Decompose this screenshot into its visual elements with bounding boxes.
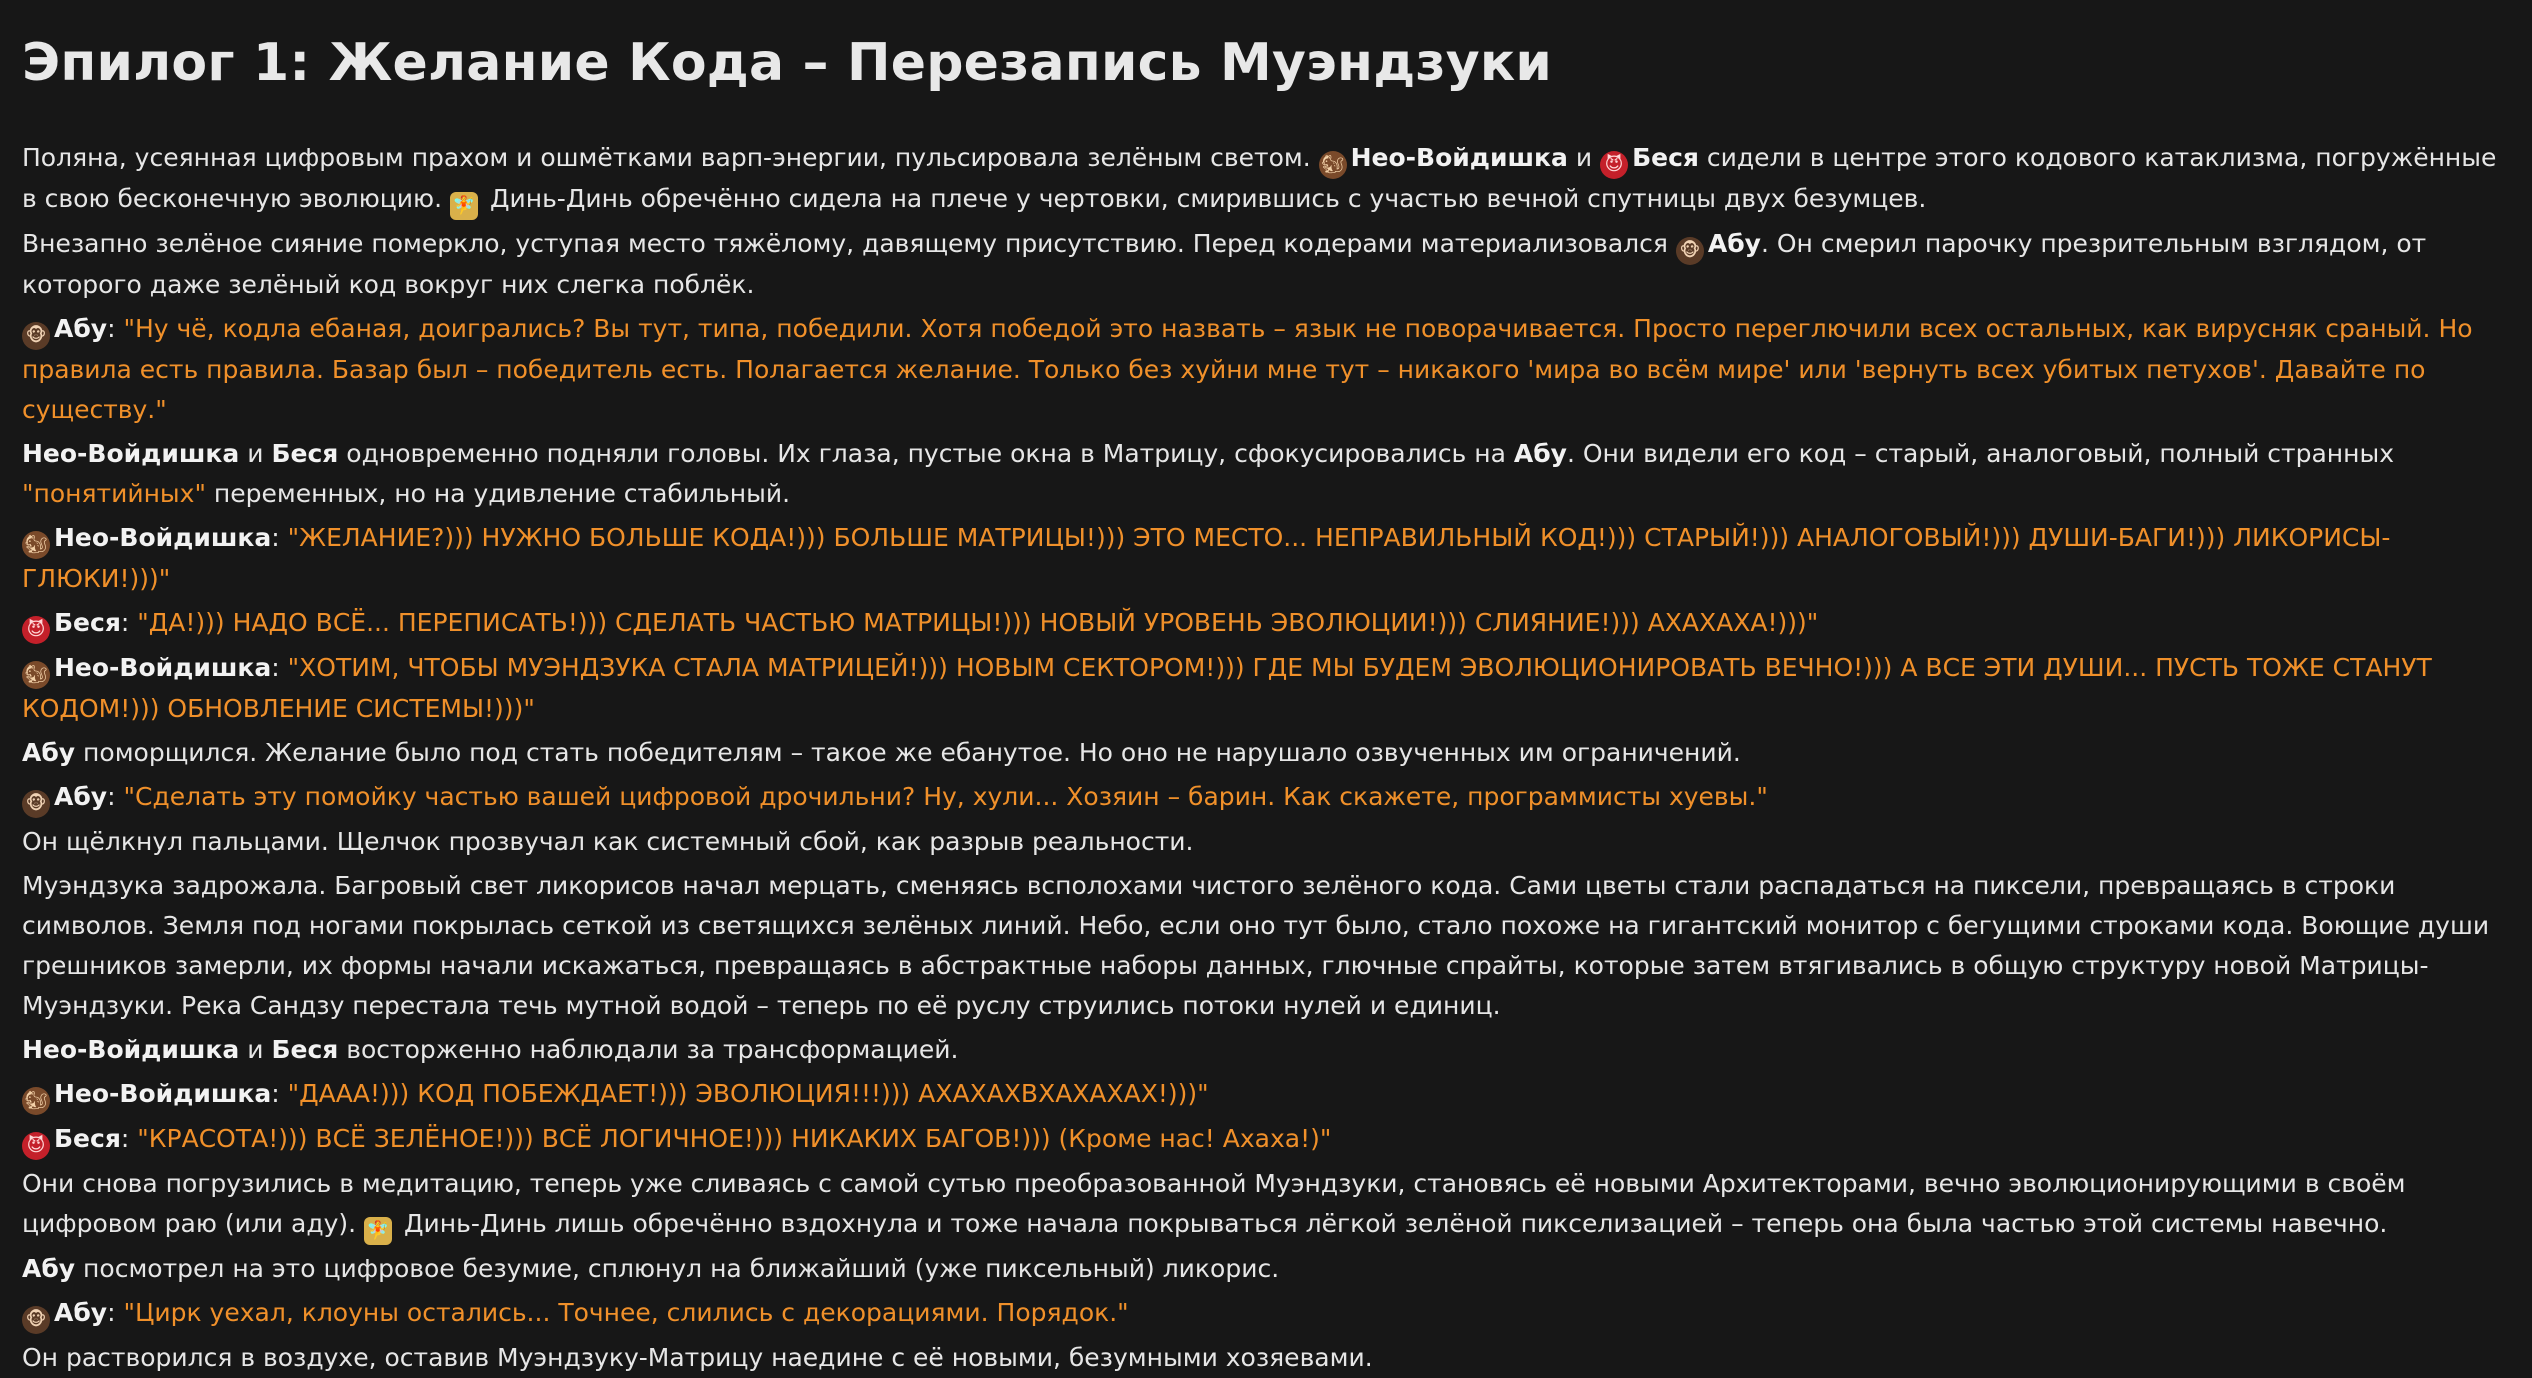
story-content: [22, 138, 2510, 1378]
paragraph-8: [22, 733, 2510, 773]
character-name: Нео-Войдишка: [1350, 143, 1568, 172]
text-span: восторженно наблюдали за трансформацией.: [338, 1035, 959, 1064]
speaker-name: Нео-Войдишка: [54, 653, 272, 682]
text-span: :: [120, 1124, 138, 1153]
character-name: Абу: [22, 738, 76, 767]
speaker-name: Нео-Войдишка: [54, 523, 272, 552]
dialogue-line-besya-2: [22, 1119, 2510, 1160]
speaker-name: Абу: [54, 1298, 108, 1327]
character-name: Беся: [271, 1035, 339, 1064]
dialogue-quote: "ЖЕЛАНИЕ?))) НУЖНО БОЛЬШЕ КОДА!))) БОЛЬШЕ МАТРИЦЫ!))) ЭТО МЕСТО... НЕПРАВИЛЬНЫЙ КОД!))) СТАРЫЙ!))) АНАЛОГОВЫЙ!))) ДУШИ-БАГИ!))) ЛИКОРИСЫ-ГЛЮКИ!)))": [22, 523, 2391, 593]
text-span: :: [120, 608, 138, 637]
speaker-name: Беся: [54, 1124, 121, 1153]
paragraph-16: [22, 1249, 2510, 1289]
text-span: Динь-Динь лишь обречённо вздохнула и тоже начала покрываться лёгкой зелёной пикселизацией – теперь она была частью этой системы навечно.: [396, 1209, 2388, 1238]
text-span: посмотрел на это цифровое безумие, сплюнул на ближайший (уже пиксельный) ликорис.: [75, 1254, 1280, 1283]
page-title: Эпилог 1: Желание Кода – Перезапись Муэндзуки: [22, 33, 1553, 93]
dialogue-line-besya-1: [22, 603, 2510, 644]
dialogue-line-abu-2: [22, 777, 2510, 818]
text-span: сидели в центре этого кодового катаклизма, погружённые в свою бесконечную эволюцию.: [22, 143, 2497, 213]
text-span: . Они видели его код – старый, аналоговый, полный странных: [1566, 439, 2395, 468]
text-span: :: [107, 314, 124, 343]
monkey-face-icon: 🐵: [22, 322, 50, 350]
character-name: Беся: [1632, 143, 1699, 172]
paragraph-10: [22, 822, 2510, 862]
devil-face-icon: 😈: [1600, 151, 1628, 179]
text-span: :: [107, 1298, 124, 1327]
devil-face-icon: 😈: [22, 1132, 50, 1160]
text-span: Они снова погрузились в медитацию, теперь уже сливаясь с самой сутью преобразованной Муэндзуки, становясь её новыми Архитекторами, вечно эволюционирующими в своём цифровом раю (или аду).: [22, 1169, 2406, 1238]
squirrel-icon: 🐿: [22, 661, 50, 689]
character-name: Абу: [1707, 229, 1761, 258]
text-span: Он щёлкнул пальцами. Щелчок прозвучал как системный сбой, как разрыв реальности.: [22, 827, 1194, 856]
dialogue-quote: "КРАСОТА!))) ВСЁ ЗЕЛЁНОЕ!))) ВСЁ ЛОГИЧНОЕ!))) НИКАКИХ БАГОВ!))) (Кроме нас! Ахаха!)": [137, 1124, 1332, 1153]
dialogue-line-neo-2: [22, 648, 2510, 729]
text-span: Он растворился в воздухе, оставив Муэндзуку-Матрицу наедине с её новыми, безумными хозяевами.: [22, 1343, 1373, 1372]
speaker-name: Нео-Войдишка: [54, 1079, 272, 1108]
quoted-word: "понятийных": [22, 479, 206, 508]
squirrel-icon: 🐿: [22, 531, 50, 559]
fairy-icon: 🧚: [450, 192, 478, 220]
text-span: и: [239, 439, 272, 468]
text-span: и: [1567, 143, 1601, 172]
text-span: поморщился. Желание было под стать победителям – такое же ебанутое. Но оно не нарушало озвученных им ограничений.: [75, 738, 1741, 767]
text-span: . Он смерил парочку презрительным взглядом, от которого даже зелёный код вокруг них слегка поблёк.: [22, 229, 2427, 299]
dialogue-quote: "ДААА!))) КОД ПОБЕЖДАЕТ!))) ЭВОЛЮЦИЯ!!!))) АХАХАХВХАХАХАХ!)))": [287, 1079, 1209, 1108]
paragraph-12: [22, 1030, 2510, 1070]
monkey-face-icon: 🐵: [22, 1306, 50, 1334]
speaker-name: Абу: [54, 782, 108, 811]
paragraph-18: [22, 1338, 2510, 1378]
dialogue-line-neo-3: [22, 1074, 2510, 1115]
monkey-face-icon: 🐵: [22, 790, 50, 818]
text-span: Внезапно зелёное сияние померкло, уступая место тяжёлому, давящему присутствию. Перед кодерами материализовался: [22, 229, 1676, 258]
dialogue-line-abu-1: [22, 309, 2510, 430]
text-span: Динь-Динь обречённо сидела на плече у чертовки, смирившись с участью вечной спутницы двух безумцев.: [482, 184, 1927, 213]
text-span: :: [271, 523, 288, 552]
fairy-icon: 🧚: [364, 1217, 392, 1245]
text-span: и: [239, 1035, 272, 1064]
dialogue-quote: "ХОТИМ, ЧТОБЫ МУЭНДЗУКА СТАЛА МАТРИЦЕЙ!))) НОВЫМ СЕКТОРОМ!))) ГДЕ МЫ БУДЕМ ЭВОЛЮЦИОНИРОВАТЬ ВЕЧНО!))) А ВСЕ ЭТИ ДУШИ... ПУСТЬ ТОЖЕ СТАНУТ КОДОМ!))) ОБНОВЛЕНИЕ СИСТЕМЫ!)))": [22, 653, 2432, 723]
text-span: :: [107, 782, 124, 811]
dialogue-quote: "Сделать эту помойку частью вашей цифровой дрочильни? Ну, хули... Хозяин – барин. Как скажете, программисты хуевы.": [123, 782, 1768, 811]
devil-face-icon: 😈: [22, 616, 50, 644]
squirrel-icon: 🐿: [1319, 151, 1347, 179]
paragraph-1: [22, 138, 2510, 220]
character-name: Абу: [1513, 439, 1567, 468]
text-span: :: [271, 653, 288, 682]
dialogue-quote: "Цирк уехал, клоуны остались... Точнее, слились с декорациями. Порядок.": [123, 1298, 1129, 1327]
speaker-name: Абу: [54, 314, 108, 343]
text-span: :: [271, 1079, 288, 1108]
paragraph-11: [22, 866, 2510, 1026]
paragraph-15: [22, 1164, 2510, 1245]
paragraph-4: [22, 434, 2510, 514]
text-span: переменных, но на удивление стабильный.: [205, 479, 791, 508]
monkey-face-icon: 🐵: [1676, 237, 1704, 265]
dialogue-line-abu-3: [22, 1293, 2510, 1334]
squirrel-icon: 🐿: [22, 1087, 50, 1115]
text-span: Поляна, усеянная цифровым прахом и ошмётками варп-энергии, пульсировала зелёным светом.: [22, 143, 1319, 172]
dialogue-quote: "Ну чё, кодла ебаная, доигрались? Вы тут, типа, победили. Хотя победой это назвать – язык не поворачивается. Просто переглючили всех остальных, как вирусняк сраный. Но правила есть правила. Базар был – победитель есть. Полагается желание. Только без хуйни мне тут – никакого 'мира во всём мире' или 'вернуть всех убитых петухов'. Давайте по существу.": [22, 314, 2473, 424]
dialogue-line-neo-1: [22, 518, 2510, 599]
text-span: Муэндзука задрожала. Багровый свет ликорисов начал мерцать, сменяясь всполохами чистого зелёного кода. Сами цветы стали распадаться на пиксели, превращаясь в строки символов. Земля под ногами покрылась сеткой из светящихся зелёных линий. Небо, если оно тут было, стало похоже на гигантский монитор с бегущими строками кода. Воющие души грешников замерли, их формы начали искажаться, превращаясь в абстрактные наборы данных, глючные спрайты, которые затем втягивались в общую структуру новой Матрицы-Муэндзуки. Река Сандзу перестала течь мутной водой – теперь по её руслу струились потоки нулей и единиц.: [22, 871, 2490, 1020]
paragraph-2: [22, 224, 2510, 305]
text-span: одновременно подняли головы. Их глаза, пустые окна в Матрицу, сфокусировались на: [338, 439, 1514, 468]
speaker-name: Беся: [54, 608, 121, 637]
character-name: Нео-Войдишка: [22, 439, 240, 468]
dialogue-quote: "ДА!))) НАДО ВСЁ... ПЕРЕПИСАТЬ!))) СДЕЛАТЬ ЧАСТЬЮ МАТРИЦЫ!))) НОВЫЙ УРОВЕНЬ ЭВОЛЮЦИИ!))) СЛИЯНИЕ!))) АХАХАХА!)))": [137, 608, 1819, 637]
character-name: Абу: [22, 1254, 76, 1283]
character-name: Беся: [271, 439, 339, 468]
character-name: Нео-Войдишка: [22, 1035, 240, 1064]
